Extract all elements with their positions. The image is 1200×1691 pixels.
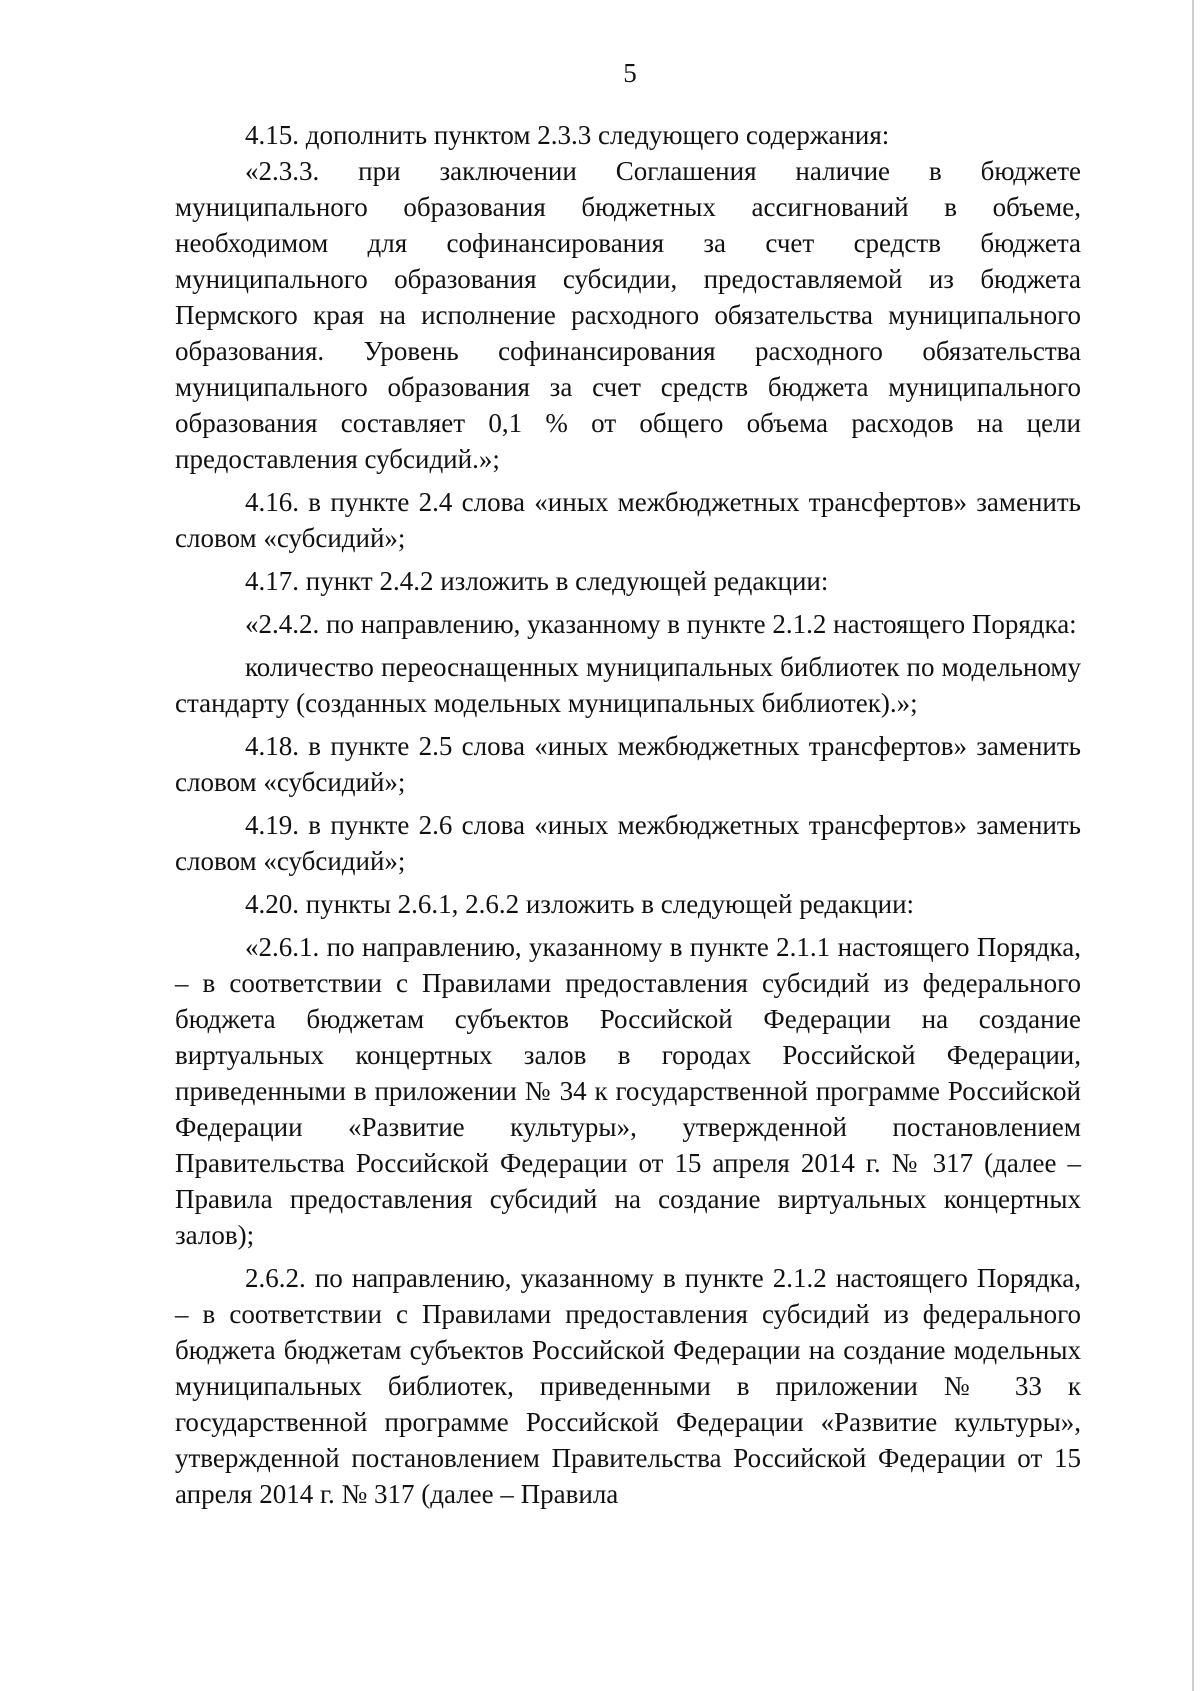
paragraph-4-20: 4.20. пункты 2.6.1, 2.6.2 изложить в следующей редакции: bbox=[245, 889, 915, 919]
paragraph-library-count: количество переоснащенных муниципальных библиотек по модельному стандарту (созданных модельных муниципальных библиотек).»; bbox=[175, 652, 1081, 718]
paragraph-4-19: 4.19. в пункте 2.6 слова «иных межбюджетных трансфертов» заменить словом «субсидий»; bbox=[175, 810, 1081, 876]
page-edge bbox=[1192, 0, 1194, 1691]
paragraph-4-18: 4.18. в пункте 2.5 слова «иных межбюджетных трансфертов» заменить словом «субсидий»; bbox=[175, 731, 1081, 797]
paragraph-2-6-1: «2.6.1. по направлению, указанному в пункте 2.1.1 настоящего Порядка, – в соответствии с Правилами предоставления субсидий из федерального бюджета бюджетам субъектов Российской Федерации на создание виртуальных концертных залов в городах Российской Федерации, приведенными в приложении № 34 к государственной программе Российской Федерации «Развитие культуры», утвержденной постановлением Правительства Российской Федерации от 15 апреля 2014 г. № 317 (далее – Правила предоставления субсидий на создание виртуальных концертных залов); bbox=[175, 932, 1081, 1250]
paragraph-4-17: 4.17. пункт 2.4.2 изложить в следующей редакции: bbox=[245, 566, 829, 596]
paragraph-2-6-2: 2.6.2. по направлению, указанному в пункте 2.1.2 настоящего Порядка, – в соответствии с Правилами предоставления субсидий из федерального бюджета бюджетам субъектов Российской Федерации на создание модельных муниципальных библиотек, приведенными в приложении № 33 к государственной программе Российской Федерации «Развитие культуры», утвержденной постановлением Правительства Российской Федерации от 15 апреля 2014 г. № 317 (далее – Правила bbox=[175, 1263, 1081, 1509]
paragraph-2-4-2: «2.4.2. по направлению, указанному в пункте 2.1.2 настоящего Порядка: bbox=[245, 609, 1077, 639]
paragraph-4-15: 4.15. дополнить пунктом 2.3.3 следующего содержания: bbox=[245, 120, 890, 150]
paragraph-4-16: 4.16. в пункте 2.4 слова «иных межбюджетных трансфертов» заменить словом «субсидий»; bbox=[175, 487, 1081, 553]
paragraph-2-3-3: «2.3.3. при заключении Соглашения наличие в бюджете муниципального образования бюджетных ассигнований в объеме, необходимом для софинансирования за счет средств бюджета муниципального образования субсидии, предоставляемой из бюджета Пермского края на исполнение расходного обязательства муниципального образования. Уровень софинансирования расходного обязательства муниципального образования за счет средств бюджета муниципального образования составляет 0,1 % от общего объема расходов на цели предоставления субсидий.»; bbox=[175, 156, 1081, 474]
document-body bbox=[175, 117, 1081, 1512]
page-number: 5 bbox=[623, 58, 637, 88]
